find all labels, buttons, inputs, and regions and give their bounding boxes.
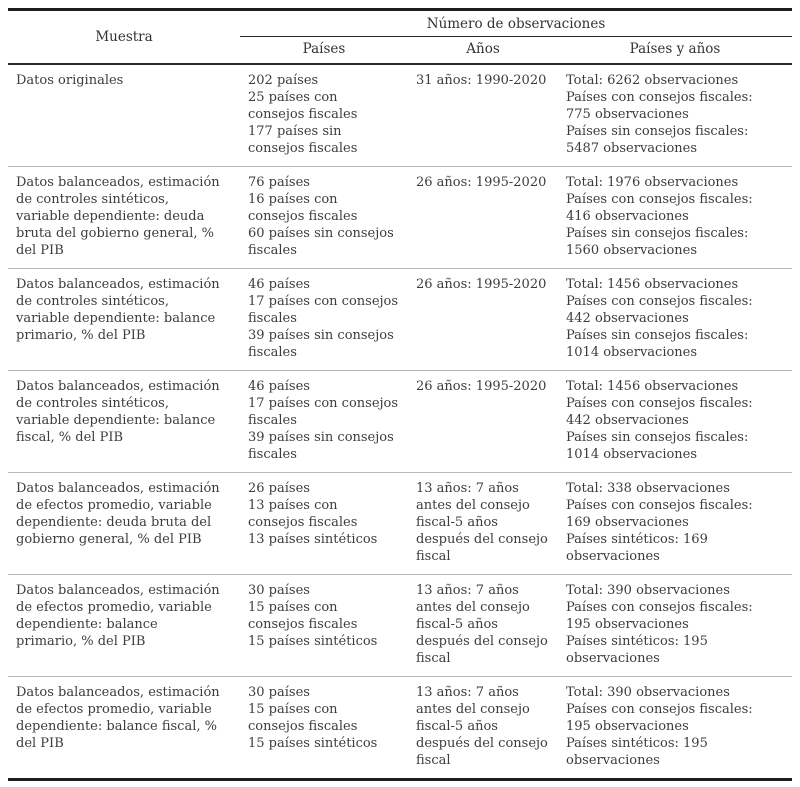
cell-anos: 13 años: 7 años antes del consejo fiscal-5 años después del consejo fiscal (408, 677, 558, 780)
cell-anos: 26 años: 1995-2020 (408, 167, 558, 269)
header-row-group (8, 10, 792, 37)
cell-muestra: Datos balanceados, estimación de controles sintéticos, variable dependiente: balance fiscal, % del PIB (8, 371, 240, 473)
col-header-muestra: Muestra (8, 10, 240, 65)
cell-paises-y-anos: Total: 1456 observaciones Países con consejos fiscales: 442 observaciones Países sin consejos fiscales: 1014 observaciones (558, 371, 792, 473)
cell-paises-y-anos: Total: 1456 observaciones Países con consejos fiscales: 442 observaciones Países sin consejos fiscales: 1014 observaciones (558, 269, 792, 371)
cell-muestra: Datos balanceados, estimación de efectos promedio, variable dependiente: balance fiscal, % del PIB (8, 677, 240, 780)
cell-muestra: Datos balanceados, estimación de controles sintéticos, variable dependiente: balance primario, % del PIB (8, 269, 240, 371)
cell-muestra: Datos balanceados, estimación de efectos promedio, variable dependiente: balance primario, % del PIB (8, 575, 240, 677)
col-group-header-numero-de-observaciones: Número de observaciones (240, 10, 792, 37)
cell-paises: 30 países 15 países con consejos fiscales 15 países sintéticos (240, 677, 408, 780)
cell-paises: 46 países 17 países con consejos fiscales 39 países sin consejos fiscales (240, 371, 408, 473)
cell-muestra: Datos balanceados, estimación de efectos promedio, variable dependiente: deuda bruta del gobierno general, % del PIB (8, 473, 240, 575)
cell-anos: 13 años: 7 años antes del consejo fiscal-5 años después del consejo fiscal (408, 473, 558, 575)
cell-paises-y-anos: Total: 1976 observaciones Países con consejos fiscales: 416 observaciones Países sin consejos fiscales: 1560 observaciones (558, 167, 792, 269)
cell-muestra: Datos originales (16, 73, 124, 88)
cell-paises: 202 países 25 países con consejos fiscales 177 países sin consejos fiscales (248, 73, 358, 156)
cell-anos: 31 años: 1990-2020 (416, 73, 547, 88)
table-row (8, 64, 792, 167)
col-header-anos: Años (408, 37, 558, 65)
table-row (8, 167, 792, 269)
table-row (8, 371, 792, 473)
cell-anos: 26 años: 1995-2020 (408, 371, 558, 473)
table-row (8, 677, 792, 780)
col-header-paises-y-anos: Países y años (558, 37, 792, 65)
table-header (8, 10, 792, 65)
cell-paises-y-anos: Total: 6262 observaciones Países con consejos fiscales: 775 observaciones Países sin consejos fiscales: 5487 observaciones (566, 73, 753, 156)
cell-paises: 76 países 16 países con consejos fiscales 60 países sin consejos fiscales (240, 167, 408, 269)
observations-table (8, 8, 792, 781)
table-body (8, 64, 792, 780)
table-row (8, 473, 792, 575)
cell-paises-y-anos: Total: 338 observaciones Países con consejos fiscales: 169 observaciones Países sintéticos: 169 observaciones (558, 473, 792, 575)
cell-paises-y-anos: Total: 390 observaciones Países con consejos fiscales: 195 observaciones Países sintéticos: 195 observaciones (558, 575, 792, 677)
cell-muestra: Datos balanceados, estimación de controles sintéticos, variable dependiente: deuda bruta del gobierno general, % del PIB (8, 167, 240, 269)
cell-anos: 13 años: 7 años antes del consejo fiscal-5 años después del consejo fiscal (408, 575, 558, 677)
cell-anos: 26 años: 1995-2020 (408, 269, 558, 371)
cell-paises: 30 países 15 países con consejos fiscales 15 países sintéticos (240, 575, 408, 677)
table-row (8, 575, 792, 677)
col-header-paises: Países (240, 37, 408, 65)
cell-paises: 46 países 17 países con consejos fiscales 39 países sin consejos fiscales (240, 269, 408, 371)
cell-paises: 26 países 13 países con consejos fiscales 13 países sintéticos (240, 473, 408, 575)
table-row (8, 269, 792, 371)
cell-paises-y-anos: Total: 390 observaciones Países con consejos fiscales: 195 observaciones Países sintéticos: 195 observaciones (558, 677, 792, 780)
